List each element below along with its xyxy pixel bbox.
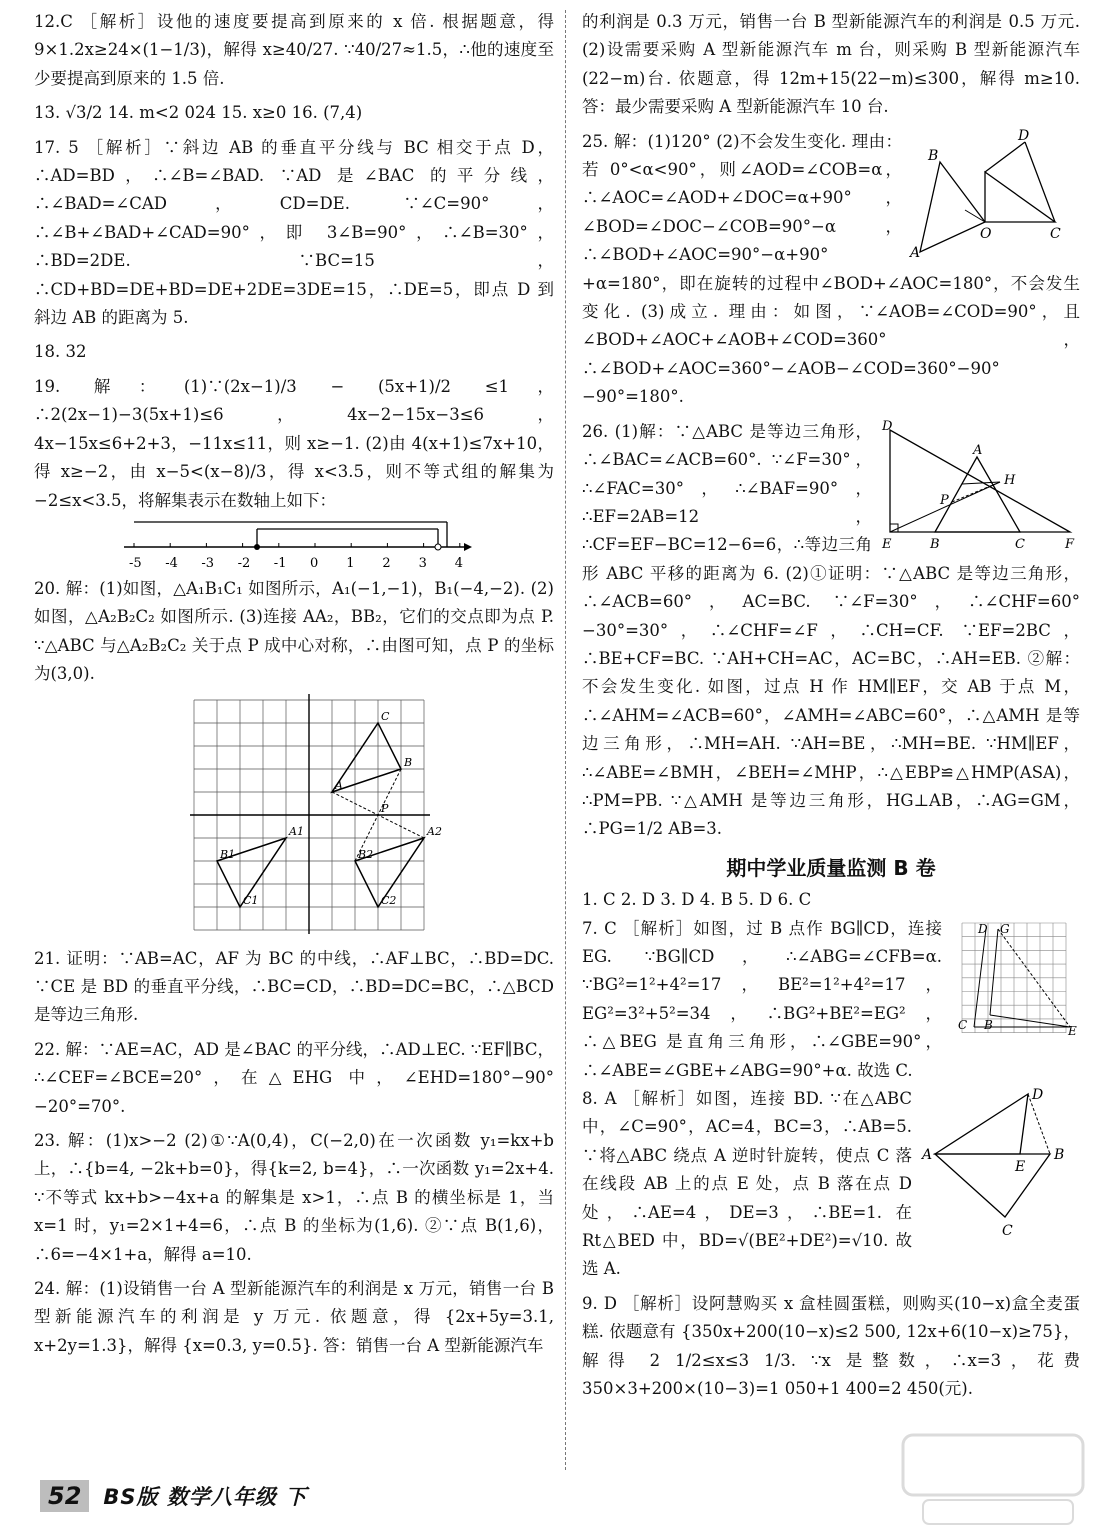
svg-text:B: B — [984, 1017, 993, 1032]
svg-text:F: F — [1065, 536, 1075, 552]
number-line-label: -1 — [273, 555, 287, 571]
point-label: B2 — [358, 847, 374, 861]
page-number: 52 — [40, 1480, 89, 1512]
number-line-label: -3 — [201, 555, 215, 571]
point-label: B — [404, 755, 413, 769]
svg-text:D: D — [978, 921, 988, 936]
answers-13-16: 13. √3/2 14. m<2 024 15. x≥0 16. (7,4) — [34, 103, 363, 123]
number-line-label: 0 — [310, 555, 319, 571]
point-label: A1 — [289, 824, 304, 838]
answer-12: 12.C ［解析］设他的速度要提高到原来的 x 倍. 根据题意，得 9×1.2x≥24×(1−1/3)，解得 x≥40/27. ∵40/27≈1.5，∴他的速度至少要提高到原来的 1.5 倍. — [34, 12, 554, 88]
answer-9: 9. D ［解析］设阿慧购买 x 盒桂圆蛋糕，则购买(10−x)盒全麦蛋糕. 依题意有 {350x+200(10−x)≤2 500, 12x+6(10−x)≥75}，解得 2 1/2≤x≤3 1/3. ∵x 是整数，∴x=3，花费 350×3+200×(10−3)=1 050+1 400=2 450(元). — [582, 1293, 1080, 1399]
point-label: B1 — [220, 847, 236, 861]
svg-text:G: G — [1000, 921, 1010, 936]
answer-25: 25. 解：(1)120° (2)不会发生变化. 理由：若 0°<α<90°，则∠AOD=∠COB=α，∴∠AOC=∠AOD+∠DOC=α+90°，∠BOD=∠DOC−∠COB=90°−α，∴∠BOD+∠AOC=90°−α+90°+α=180°，即在旋转的过程中∠BOD+∠AOC=180°，不会发生变化. (3)成立. 理由：如图，∵∠AOB=∠COD=90°，且∠BOD+∠AOC+∠AOB+∠COD=360°，∴∠BOD+∠AOC=360°−∠AOB−∠COD=360°−90°−90°=180°. — [582, 131, 1080, 407]
answer-22: 22. 解：∵AE=AC，AD 是∠BAC 的平分线，∴AD⊥EC. ∵EF∥BC，∴∠CEF=∠BCE=20°，在△EHG 中，∠EHD=180°−90°−20°=70°. — [34, 1039, 554, 1116]
angle-rotation-figure — [910, 127, 1080, 262]
point-label: C2 — [381, 893, 397, 907]
answer-20: 20. 解：(1)如图，△A₁B₁C₁ 如图所示，A₁(−1,−1)，B₁(−4,−2). (2)如图，△A₂B₂C₂ 如图所示. (3)连接 AA₂，BB₂，它们的交点即为点 P. ∵△ABC 与△A₂B₂C₂ 关于点 P 成中心对称，∴由图可知，点 P 的坐标为(3,0). — [34, 578, 554, 684]
number-line-label: -4 — [165, 555, 178, 571]
number-line-label: -2 — [237, 555, 251, 571]
number-line-label: -5 — [129, 555, 142, 571]
number-line-label: 4 — [454, 555, 464, 571]
svg-text:H: H — [1004, 472, 1016, 488]
number-line-label: 3 — [418, 555, 427, 571]
svg-text:B: B — [1054, 1147, 1065, 1164]
svg-text:A: A — [973, 442, 983, 458]
svg-text:D: D — [1018, 127, 1030, 144]
answer-7: 7. C ［解析］如图，过 B 点作 BG∥CD，连接 EG. ∵BG∥CD，∴∠ABG=∠CFB=α. ∵BG²=1²+4²=17，BE²=1²+4²=17，EG²=3²+5²=34，∴BG²+BE²=EG²，∴△BEG 是直角三角形，∴∠GBE=90°，∴∠ABE=∠GBE+∠ABG=90°+α. 故选 C. — [582, 918, 942, 1080]
svg-text:B: B — [928, 147, 939, 164]
point-label: C — [381, 709, 390, 723]
triangle-translation-figure — [880, 418, 1080, 552]
answer-21: 21. 证明：∵AB=AC，AF 为 BC 的中线，∴AF⊥BC，∴BD=DC. ∵CE 是 BD 的垂直平分线，∴BC=CD，∴BD=DC=BC，∴△BCD 是等边三角形. — [34, 948, 554, 1025]
number-line-label: 1 — [346, 555, 355, 571]
number-line-figure — [114, 519, 474, 575]
page-footer — [40, 1476, 307, 1516]
point-label: C1 — [243, 893, 259, 907]
svg-text:C: C — [958, 1017, 968, 1032]
svg-text:E: E — [882, 536, 892, 552]
answer-8: 8. A ［解析］如图，连接 BD. ∵在△ABC 中，∠C=90°，AC=4，BC=3，∴AB=5. ∵将△ABC 绕点 A 逆时针旋转，使点 C 落在线段 AB 上的点 E 处，点 B 落在点 D 处，∴AE=4，DE=3，∴BE=1. 在 Rt△BED 中，BD=√(BE²+DE²)=√10. 故选 A. — [582, 1089, 912, 1279]
right-column — [582, 8, 1080, 1404]
svg-text:A: A — [922, 1147, 933, 1164]
answer-26: 26. (1)解：∵△ABC 是等边三角形，∴∠BAC=∠ACB=60°. ∵∠F=30°，∴∠FAC=30°，∴∠BAF=90°，∴EF=2AB=12，∴CF=EF−BC=12−6=6，∴等边三角形 ABC 平移的距离为 6. (2)①证明：∵△ABC 是等边三角形，∴∠ACB=60°，AC=BC. ∵∠F=30°，∴∠CHF=60°−30°=30°，∴∠CHF=∠F，∴CH=CF. ∵EF=2BC，∴BE+CF=BC. ∵AH+CH=AC，AC=BC，∴AH=EB. ②解：不会发生变化. 如图，过点 H 作 HM∥EF，交 AB 于点 M，∴∠AHM=∠ACB=60°，∠AMH=∠ABC=60°，∴△AMH 是等边三角形，∴MH=AH. ∵AH=BE，∴MH=BE. ∵HM∥EF，∴∠ABE=∠BMH，∠BEH=∠MHP，∴△EBP≌△HMP(ASA)，∴PM=PB. ∵△AMH 是等边三角形，HG⊥AB，∴AG=GM，∴PG=1/2 AB=3. — [582, 421, 1080, 839]
svg-text:D: D — [882, 418, 893, 434]
point-label: P — [381, 801, 389, 815]
answer-24: 24. 解：(1)设销售一台 A 型新能源汽车的利润是 x 万元，销售一台 B 型新能源汽车的利润是 y 万元. 依题意，得 {2x+5y=3.1, x+2y=1.3}，解得 {x=0.3, y=0.5}. 答：销售一台 A 型新能源汽车 — [34, 1279, 554, 1355]
left-column — [34, 8, 554, 1360]
svg-text:C: C — [1050, 225, 1061, 242]
svg-text:C: C — [1015, 536, 1025, 552]
answer-23: 23. 解：(1)x>−2 (2)①∵A(0,4)，C(−2,0)在一次函数 y₁=kx+b 上，∴{b=4, −2k+b=0}，得{k=2, b=4}，∴一次函数 y₁=2x+4. ∵不等式 kx+b>−4x+a 的解集是 x>1，∴点 B 的横坐标是 1，当 x=1 时，y₁=2×1+4=6，∴点 B 的坐标为(1,6). ②∵点 B(1,6)，∴6=−4×1+a，解得 a=10. — [34, 1130, 554, 1264]
watermark-logo — [898, 1430, 1088, 1530]
book-title: BS版 数学八年级 下 — [103, 1485, 308, 1509]
point-label: A2 — [427, 824, 442, 838]
svg-text:P: P — [940, 492, 949, 508]
point-label: A — [335, 778, 343, 792]
rotation-figure — [920, 1089, 1080, 1239]
svg-text:E: E — [1068, 1023, 1077, 1038]
section-title: 期中学业质量监测 B 卷 — [726, 855, 936, 880]
svg-text:O: O — [980, 225, 992, 242]
number-line-label: 2 — [382, 555, 391, 571]
grid-angle-figure — [950, 919, 1080, 1039]
choice-answers-1-6: 1. C 2. D 3. D 4. B 5. D 6. C — [582, 890, 812, 910]
answer-19: 19. 解：(1)∵(2x−1)/3 − (5x+1)/2 ≤1，∴2(2x−1)−3(5x+1)≤6，4x−2−15x−3≤6，4x−15x≤6+2+3，−11x≤11，则 x≥−1. (2)由 4(x+1)≤7x+10，得 x≥−2，由 x−5<(x−8)/3，得 x<3.5，则不等式组的解集为 −2≤x<3.5，将解集表示在数轴上如下： — [34, 376, 554, 510]
coordinate-grid-figure — [179, 695, 442, 945]
column-divider — [565, 10, 566, 1470]
svg-text:B: B — [930, 536, 940, 552]
answer-17: 17. 5 ［解析］∵斜边 AB 的垂直平分线与 BC 相交于点 D，∴AD=BD，∴∠B=∠BAD. ∵AD 是∠BAC 的平分线，∴∠BAD=∠CAD，CD=DE. ∵∠C=90°，∴∠B+∠BAD+∠CAD=90°，即 3∠B=90°，∴∠B=30°，∴BD=2DE. ∵BC=15，∴CD+BD=DE+BD=DE+2DE=3DE=15，∴DE=5，即点 D 到斜边 AB 的距离为 5. — [34, 137, 554, 328]
svg-text:D: D — [1032, 1087, 1044, 1104]
svg-text:E: E — [1015, 1159, 1026, 1176]
answer-24-continued: 的利润是 0.3 万元，销售一台 B 型新能源汽车的利润是 0.5 万元. (2)设需要采购 A 型新能源汽车 m 台，则采购 B 型新能源汽车(22−m)台. 依题意，得 12m+15(22−m)≤300，解得 m≥10. 答：最少需要采购 A 型新能源汽车 10 台. — [582, 12, 1080, 117]
svg-text:C: C — [1002, 1223, 1013, 1240]
svg-text:A: A — [910, 244, 921, 261]
answer-18: 18. 32 — [34, 342, 87, 362]
